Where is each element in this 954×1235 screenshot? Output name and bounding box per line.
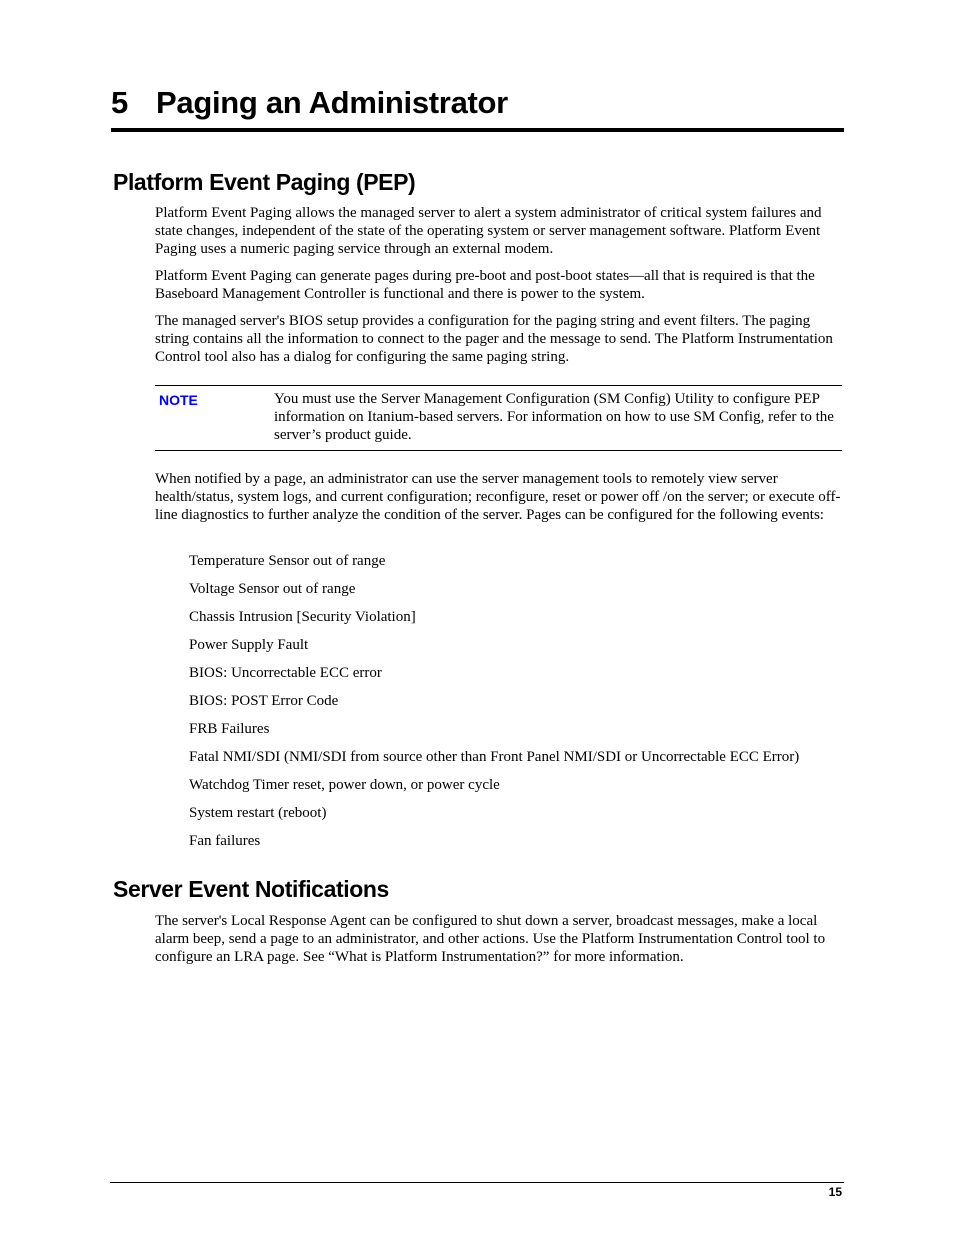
list-item: Chassis Intrusion [Security Violation] [189,609,416,625]
section-title-server-event-notifications: Server Event Notifications [113,876,389,902]
list-item: System restart (reboot) [189,805,327,821]
list-item: BIOS: Uncorrectable ECC error [189,665,382,681]
note-box [155,385,842,451]
list-item: Watchdog Timer reset, power down, or power cycle [189,777,500,793]
list-item: Power Supply Fault [189,637,309,653]
note-label: NOTE [159,392,198,408]
footer-rule [110,1182,844,1183]
list-item: Fan failures [189,833,261,849]
paragraph-events-intro: When notified by a page, an administrator can use the server management tools to remotely view server health/status, system logs, and current configuration; reconfigure, reset or power off /on the server; or execute off-line diagnostics to further analyze the condition of the server. Pages can be configured for the following events: [155,471,841,523]
list-item: FRB Failures [189,721,270,737]
paragraph-pep-bios: The managed server's BIOS setup provides a configuration for the paging string and event filters. The paging string contains all the information to connect to the pager and the message to send. The Platform Instrumentation Control tool also has a dialog for configuring the same paging string. [155,313,833,365]
note-text: You must use the Server Management Configuration (SM Config) Utility to configure PEP information on Itanium-based servers. For information on how to use SM Config, refer to the server’s product guide. [274,391,834,443]
paragraph-server-event-notifications: The server's Local Response Agent can be configured to shut down a server, broadcast messages, make a local alarm beep, send a page to an administrator, and other actions. Use the Platform Instrumentation Control tool to configure an LRA page. See “What is Platform Instrumentation?” for more information. [155,913,826,965]
event-list [189,552,799,860]
section-title-pep: Platform Event Paging (PEP) [113,169,416,195]
page-number: 15 [828,1185,842,1199]
paragraph-pep-intro: Platform Event Paging allows the managed server to alert a system administrator of critical system failures and state changes, independent of the state of the operating system or server management software. Platform Event Paging uses a numeric paging service through an external modem. [155,205,822,257]
list-item: Voltage Sensor out of range [189,581,356,597]
chapter-title [111,83,508,123]
chapter-rule [111,128,844,132]
list-item: Fatal NMI/SDI (NMI/SDI from source other than Front Panel NMI/SDI or Uncorrectable ECC Error) [189,749,800,765]
list-item: BIOS: POST Error Code [189,693,339,709]
chapter-number: 5 [111,85,128,120]
list-item: Temperature Sensor out of range [189,553,386,569]
chapter-title-text: Paging an Administrator [156,85,508,120]
paragraph-pep-states: Platform Event Paging can generate pages during pre-boot and post-boot states—all that is required is that the Baseboard Management Controller is functional and there is power to the system. [155,268,815,302]
